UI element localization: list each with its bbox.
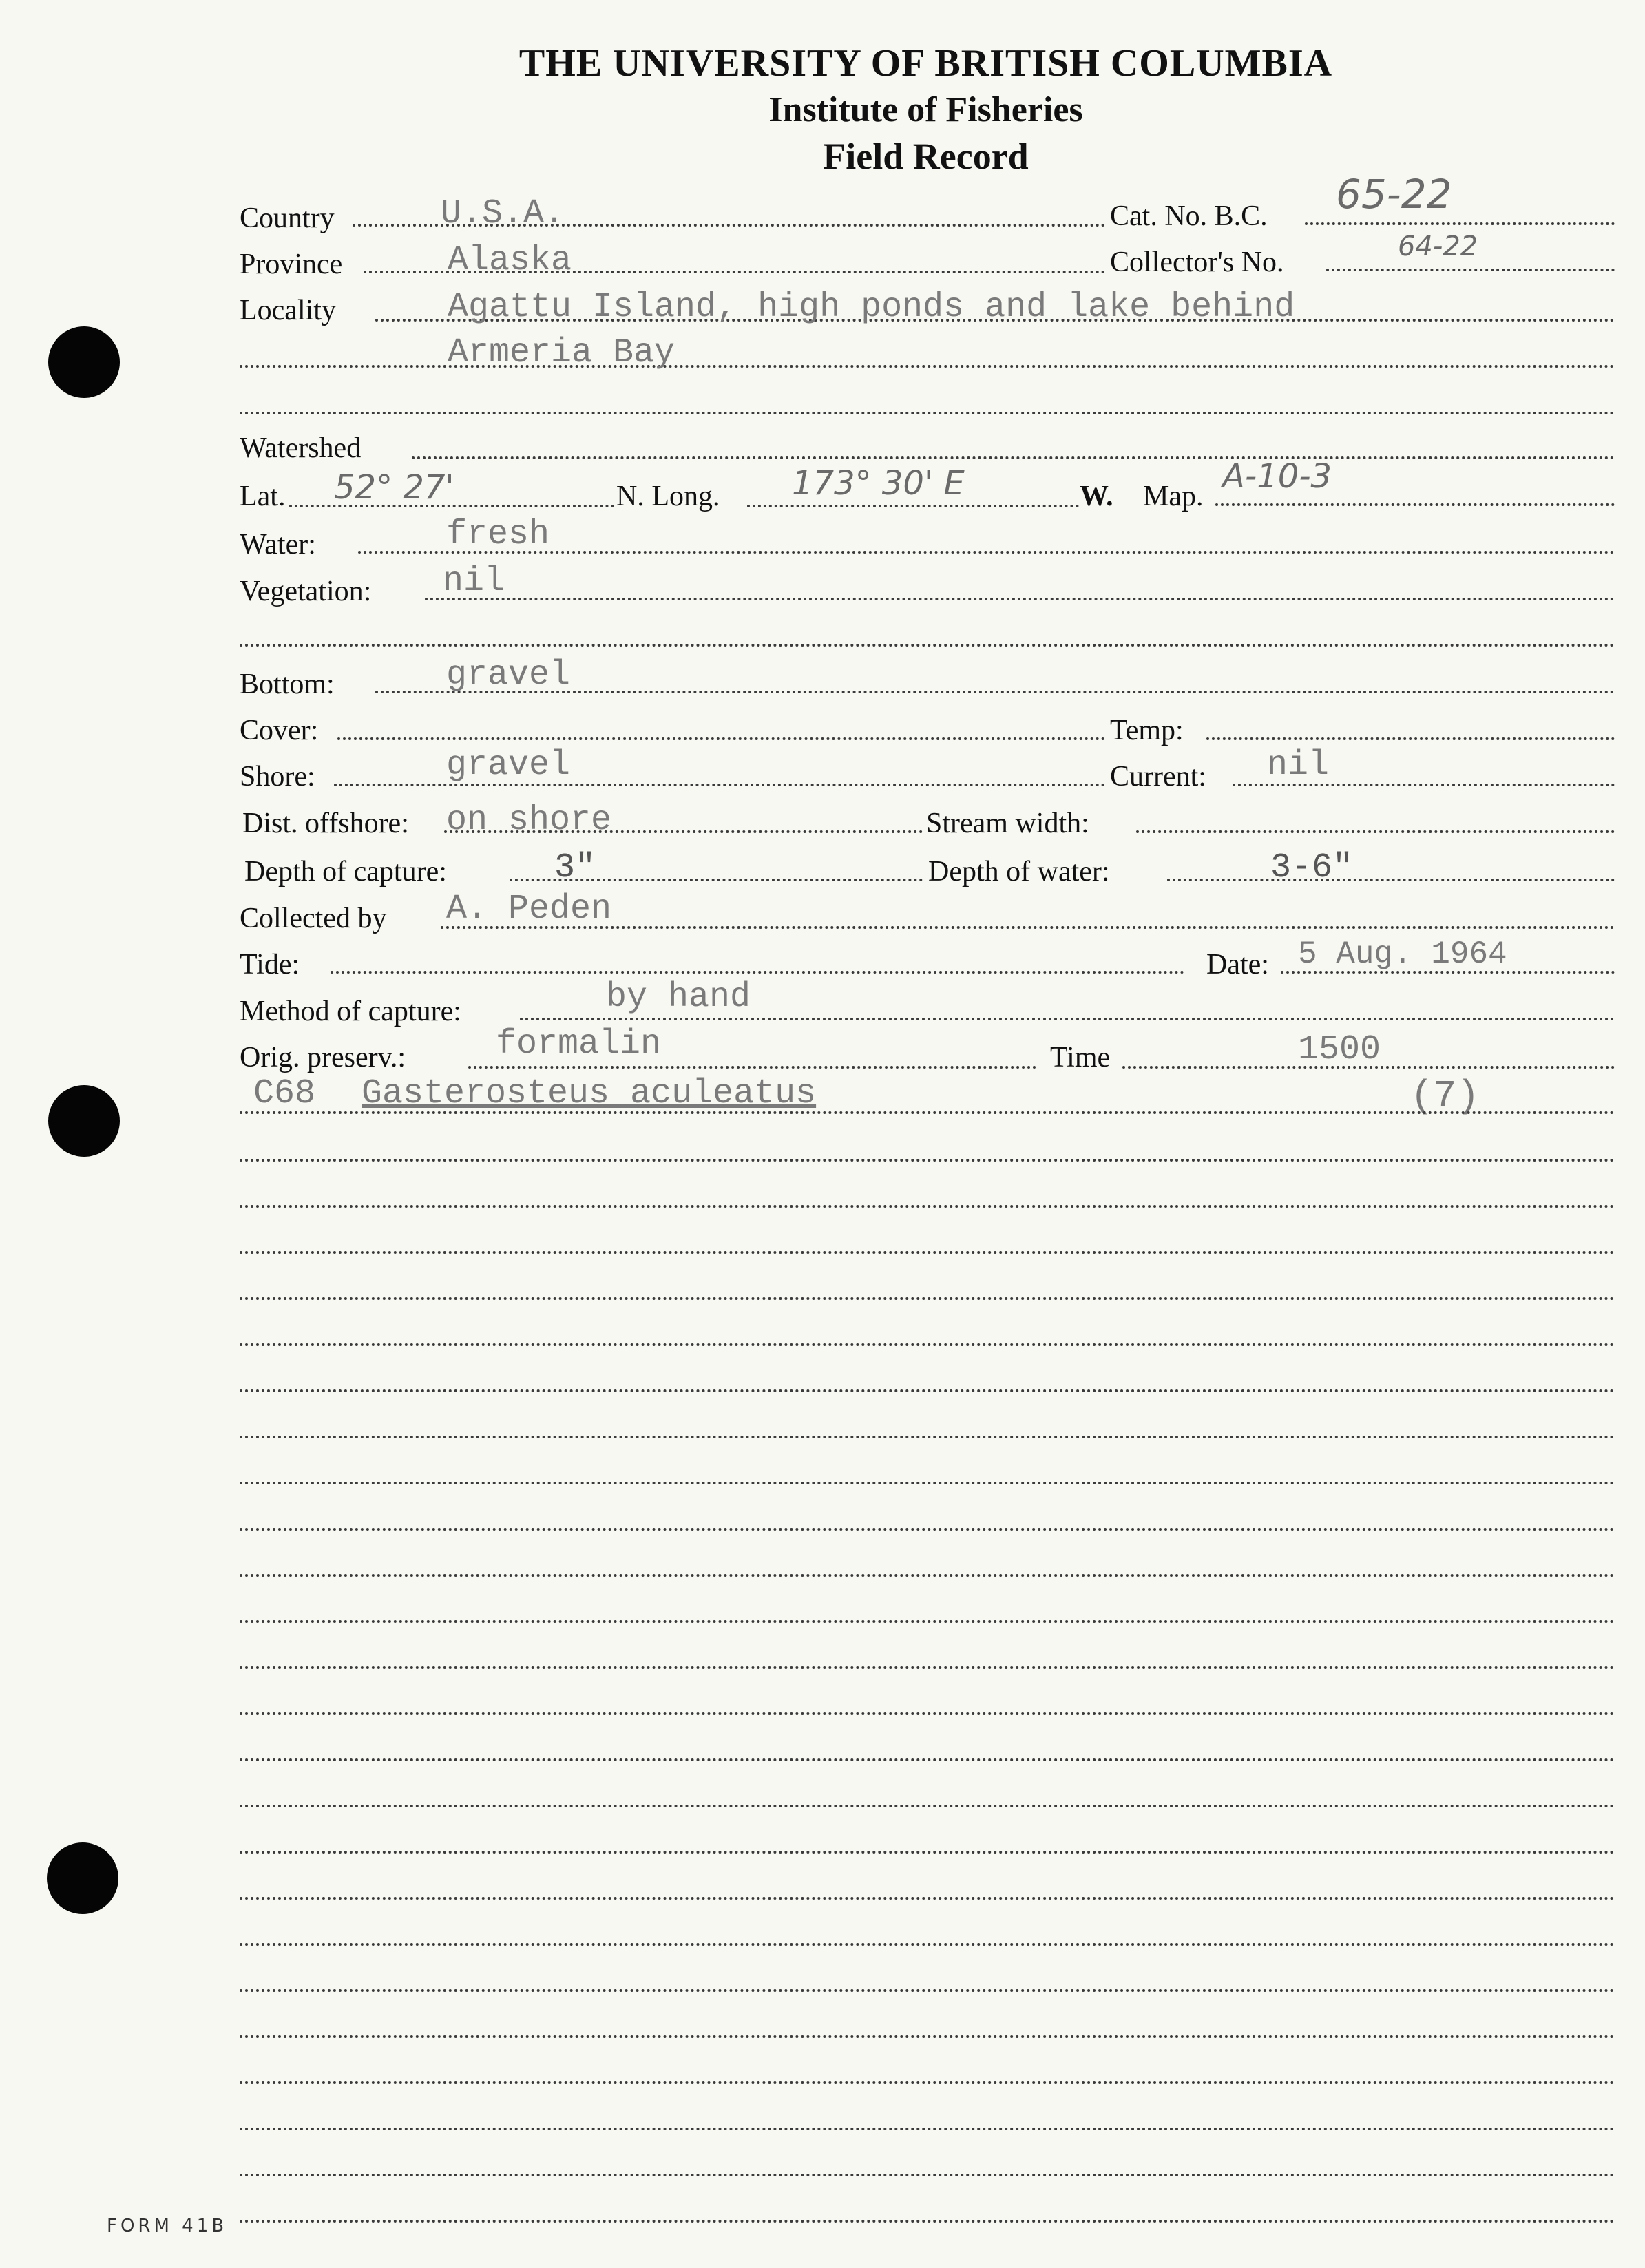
blank-line [240, 1620, 1615, 1623]
bottom-value: gravel [446, 655, 571, 695]
long-line [747, 505, 1079, 507]
vegetation-line-2 [240, 644, 1615, 647]
cover-line [337, 737, 1105, 740]
depth-water-value: 3-6" [1270, 848, 1354, 888]
country-label: Country [240, 202, 335, 234]
time-value: 1500 [1298, 1030, 1381, 1069]
depth-capture-value: 3" [554, 848, 596, 888]
blank-line [240, 2220, 1615, 2223]
institute-name: Institute of Fisheries [768, 90, 1083, 129]
lat-label: Lat. [240, 481, 286, 512]
watershed-line [412, 456, 1615, 459]
blank-line [240, 1482, 1615, 1484]
locality-label: Locality [240, 295, 336, 326]
map-value: A-10-3 [1222, 457, 1332, 496]
country-value: U.S.A. [441, 194, 565, 233]
collected-by-value: A. Peden [446, 890, 612, 929]
blank-line [240, 1574, 1615, 1577]
preserv-line [468, 1066, 1036, 1069]
form-number: FORM 41B [107, 2216, 228, 2236]
blank-line [240, 2081, 1615, 2084]
university-title: THE UNIVERSITY OF BRITISH COLUMBIA [518, 42, 1333, 85]
punch-hole-bottom [47, 1842, 118, 1914]
watershed-label: Watershed [240, 432, 362, 464]
method-value: by hand [606, 978, 751, 1017]
catalog-code: C68 [253, 1074, 316, 1113]
map-label: Map. [1143, 481, 1204, 512]
cat-no-value: 65-22 [1336, 171, 1452, 218]
method-line [520, 1018, 1615, 1020]
specimen-line [240, 1111, 1615, 1114]
blank-line [240, 1251, 1615, 1254]
shore-value: gravel [446, 746, 571, 785]
temp-label: Temp: [1110, 715, 1184, 746]
temp-line [1206, 737, 1615, 740]
record-title: Field Record [823, 136, 1029, 177]
collector-no-line [1326, 269, 1615, 271]
collector-no-value: 64-22 [1398, 231, 1478, 262]
vegetation-label: Vegetation: [240, 576, 372, 607]
collected-by-label: Collected by [240, 903, 387, 934]
blank-line [240, 1205, 1615, 1208]
w-label: W. [1080, 481, 1113, 512]
method-label: Method of capture: [240, 996, 461, 1027]
map-line [1215, 503, 1615, 506]
blank-line [240, 2035, 1615, 2038]
date-label: Date: [1206, 949, 1269, 980]
locality-value-line2: Armeria Bay [448, 333, 675, 372]
depth-water-label: Depth of water: [928, 856, 1110, 888]
blank-line [240, 1528, 1615, 1531]
lat-value: 52° 27' [334, 468, 454, 507]
locality-line-3 [240, 412, 1615, 414]
punch-hole-middle [48, 1085, 120, 1157]
blank-line [240, 1712, 1615, 1715]
long-label: N. Long. [616, 481, 720, 512]
cat-no-label: Cat. No. B.C. [1110, 200, 1268, 232]
locality-value-line1: Agattu Island, high ponds and lake behind [448, 288, 1295, 327]
current-value: nil [1267, 746, 1330, 785]
dist-offshore-value: on shore [446, 801, 612, 840]
shore-label: Shore: [240, 761, 315, 792]
blank-line [240, 1989, 1615, 1992]
blank-line [240, 1805, 1615, 1807]
depth-water-line [1167, 879, 1615, 881]
preserv-label: Orig. preserv.: [240, 1042, 406, 1073]
blank-line [240, 1159, 1615, 1162]
bottom-label: Bottom: [240, 669, 335, 700]
cover-label: Cover: [240, 715, 319, 746]
date-value: 5 Aug. 1964 [1298, 936, 1507, 972]
dist-offshore-label: Dist. offshore: [242, 808, 409, 839]
blank-line [240, 1758, 1615, 1761]
water-value: fresh [446, 515, 550, 554]
blank-line [240, 1851, 1615, 1854]
locality-line-2 [240, 365, 1615, 368]
tide-label: Tide: [240, 949, 300, 980]
water-label: Water: [240, 529, 316, 560]
preserv-value: formalin [496, 1025, 662, 1064]
stream-width-line [1136, 830, 1615, 833]
species-name: Gasterosteus aculeatus [362, 1074, 817, 1113]
current-label: Current: [1110, 761, 1206, 792]
blank-line [240, 1943, 1615, 1946]
collected-by-line [441, 926, 1615, 929]
province-value: Alaska [448, 241, 572, 280]
stream-width-label: Stream width: [926, 808, 1089, 839]
tide-line [331, 971, 1184, 974]
blank-line [240, 1297, 1615, 1300]
province-label: Province [240, 249, 343, 280]
blank-line [240, 1666, 1615, 1669]
cat-no-line [1305, 222, 1615, 225]
vegetation-value: nil [443, 562, 505, 601]
specimen-count: (7) [1410, 1074, 1480, 1118]
vegetation-line [425, 598, 1615, 600]
blank-line [240, 2174, 1615, 2176]
blank-line [240, 1389, 1615, 1392]
blank-line [240, 1436, 1615, 1438]
blank-line [240, 1343, 1615, 1346]
blank-line [240, 2128, 1615, 2130]
punch-hole-top [48, 326, 120, 398]
time-label: Time [1050, 1042, 1111, 1073]
long-value: 173° 30' E [792, 464, 965, 503]
collector-no-label: Collector's No. [1110, 246, 1284, 278]
blank-line [240, 1897, 1615, 1900]
depth-capture-label: Depth of capture: [244, 856, 447, 888]
